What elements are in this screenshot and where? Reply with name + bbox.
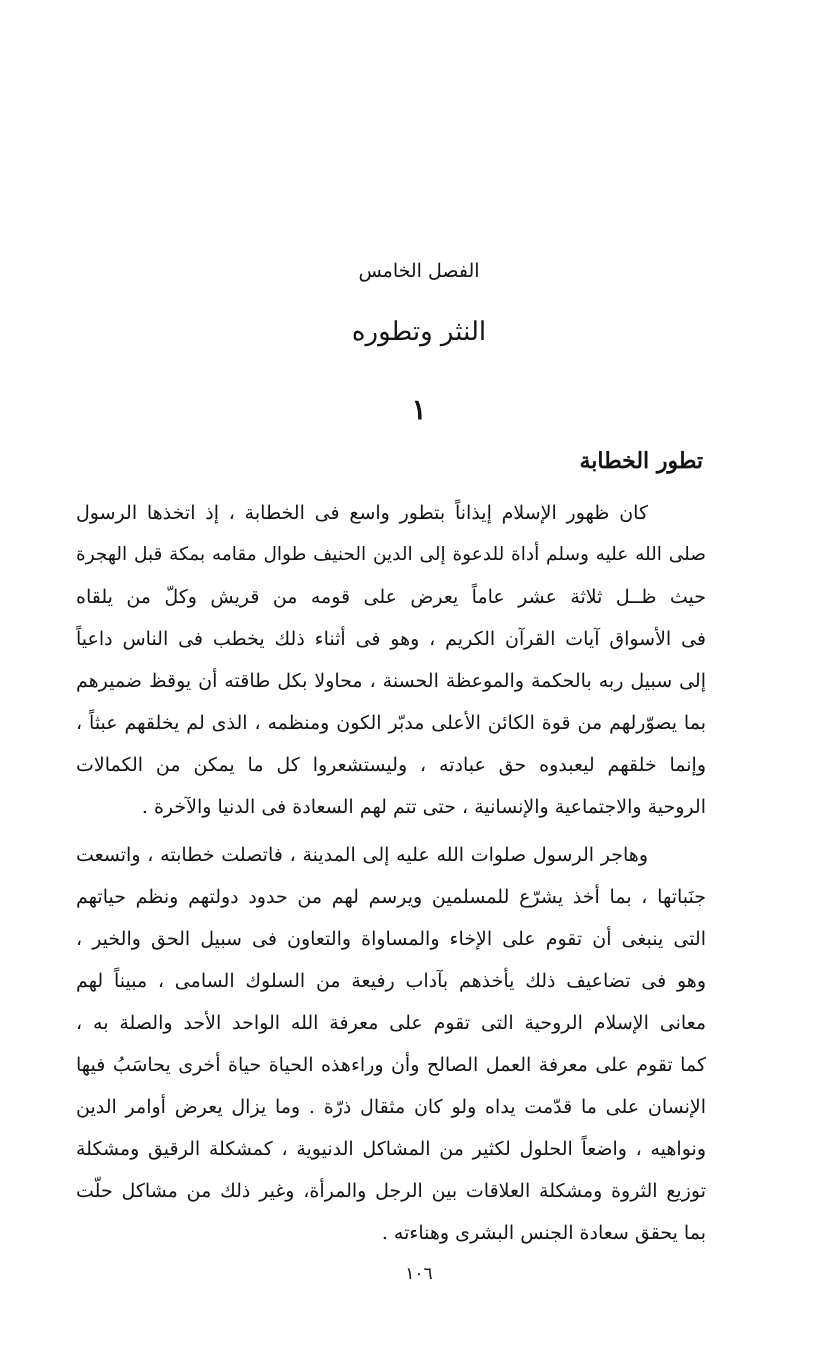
paragraph-line: بما يصوّرلهم من قوة الكائن الأعلى مدبّر الكون ومنظمه ، الذى لم يخلقهم عبثاً ، [76, 712, 706, 734]
chapter-label: الفصل الخامس [358, 260, 480, 282]
paragraph-line: التى ينبغى أن تقوم على الإخاء والمساواة والتعاون فى سبيل الحق والخير ، [76, 928, 706, 950]
paragraph-line: وإنما خلقهم ليعبدوه حق عبادته ، وليستشعروا كل ما يمكن من الكمالات [76, 754, 706, 776]
paragraph-line: فى الأسواق آيات القرآن الكريم ، وهو فى أثناء ذلك يخطب فى الناس داعياً [76, 628, 706, 650]
paragraph-line: جنَباتها ، بما أخذ يشرّع للمسلمين ويرسم لهم من حدود دولتهم ونظم حياتهم [76, 886, 706, 908]
paragraph-1 [76, 492, 706, 828]
paragraph-line: كما تقوم على معرفة العمل الصالح وأن وراءهذه الحياة حياة أخرى يحاسَبُ فيها [76, 1054, 706, 1076]
section-number: ١ [411, 393, 427, 426]
page-number: ١٠٦ [405, 1264, 433, 1284]
paragraph-2 [76, 834, 706, 1254]
paragraph-line: معانى الإسلام الروحية التى تقوم على معرفة الله الواحد الأحد والصلة به ، [76, 1012, 706, 1034]
paragraph-line: الروحية والاجتماعية والإنسانية ، حتى تتم لهم السعادة فى الدنيا والآخرة . [141, 796, 706, 818]
paragraph-line: إلى سبيل ربه بالحكمة والموعظة الحسنة ، محاولا بكل طاقته أن يوقظ ضميرهم [76, 670, 706, 692]
paragraph-line: الإنسان على ما قدّمت يداه ولو كان مثقال ذرّة . وما يزال يعرض أوامر الدين [76, 1096, 706, 1118]
paragraph-line: كان ظهور الإسلام إيذاناً بتطور واسع فى الخطابة ، إذ اتخذها الرسول [76, 502, 648, 524]
paragraph-line: وهاجر الرسول صلوات الله عليه إلى المدينة ، فاتصلت خطابته ، واتسعت [76, 844, 648, 866]
paragraph-line: حيث ظــل ثلاثة عشر عاماً يعرض على قومه من قريش وكلّ من يلقاه [76, 586, 706, 608]
paragraph-line: صلى الله عليه وسلم أداة للدعوة إلى الدين الحنيف طوال مقامه بمكة قبل الهجرة [76, 544, 706, 565]
chapter-title: النثر وتطوره [351, 317, 487, 347]
section-heading: تطور الخطابة [579, 448, 703, 474]
paragraph-line: وهو فى تضاعيف ذلك يأخذهم بآداب رفيعة من السلوك السامى ، مبيناً لهم [76, 970, 706, 992]
paragraph-line: توزيع الثروة ومشكلة العلاقات بين الرجل والمرأة، وغير ذلك من مشاكل حلّت [76, 1180, 706, 1202]
paragraph-line: بما يحقق سعادة الجنس البشرى وهناءته . [381, 1222, 706, 1244]
paragraph-line: ونواهيه ، واضعاً الحلول لكثير من المشاكل الدنيوية ، كمشكلة الرقيق ومشكلة [76, 1138, 706, 1160]
